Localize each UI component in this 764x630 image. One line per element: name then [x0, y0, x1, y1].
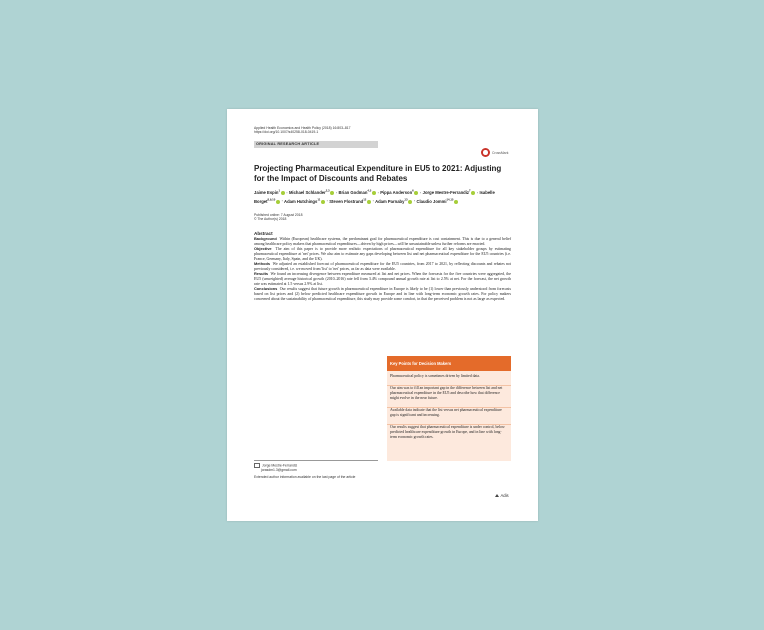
orcid-icon[interactable]: [454, 200, 458, 204]
author-name: Claudio Jommi: [416, 198, 447, 204]
crossmark-label: CrossMark: [492, 150, 509, 155]
abstract: [254, 232, 511, 302]
author-affiliation: 1: [278, 189, 281, 193]
key-points-heading: Key Points for Decision Makers: [390, 361, 452, 366]
key-point-item: Our results suggest that pharmaceutical expenditure is under control, below predicted healthcare expenditure growth in Europe, and in line with long-term economic growth rates.: [390, 425, 505, 439]
author-name: Michael Schlander: [288, 190, 326, 196]
author: [423, 190, 476, 195]
author-affiliation: 7: [468, 189, 471, 193]
author-name: Adam Hutchings: [284, 198, 318, 204]
author-name: Brian Godman: [338, 190, 368, 196]
author-name: Adam Parnaby: [375, 198, 405, 204]
author: [380, 190, 419, 195]
abstract-methods: [254, 262, 511, 272]
adis-triangle-icon: [495, 494, 499, 497]
author-separator: ·: [325, 198, 330, 204]
section-label: Results: [254, 271, 269, 277]
author-name: Steven Flostrand: [329, 198, 364, 204]
author-name: Jorge Mestre-Ferrandiz: [422, 190, 469, 196]
author-affiliation: 14,15: [446, 197, 454, 202]
author-affiliation: 8,9,10: [267, 197, 276, 202]
journal-header: [254, 126, 351, 135]
author-separator: ·: [475, 190, 480, 196]
author-separator: ·: [412, 198, 417, 204]
author-affiliation: 13: [404, 197, 408, 202]
author: [289, 190, 335, 195]
crossmark-badge[interactable]: [481, 148, 509, 158]
key-point-item: Pharmaceutical policy is sometimes driven by limited data.: [390, 374, 480, 378]
journal-doi[interactable]: https://doi.org/10.1007/s40258-018-0419-1: [254, 130, 319, 135]
section-label: Objective: [254, 246, 272, 252]
publication-info: [254, 213, 302, 222]
section-label: Conclusions: [254, 285, 278, 291]
section-label: Methods: [254, 261, 270, 267]
section-text: Our results suggest that future growth in pharmaceutical expenditure in Europe is likely to be (1) lower than previously understood from forecasts based on list prices and (2) below predicted healthcare expenditure growth in Europe and in line with long-term economic growth rates. For policy makers concerned about the sustainability of pharmaceutical expenditure, this study may provide some comfort, in that the perceived problem is not as large as expected.: [254, 286, 511, 301]
corresponding-name: Jorge Mestre-Ferrandiz: [262, 463, 298, 468]
orcid-icon[interactable]: [414, 191, 418, 195]
author-affiliation: 11: [317, 197, 321, 202]
author: [329, 199, 371, 204]
extended-info: Extended author information available on the last page of the article: [254, 474, 356, 479]
author-name: Jaime Espin: [254, 190, 279, 196]
abstract-objective: [254, 247, 511, 262]
section-text: We found an increasing divergence between expenditure measured at list and net prices. When the forecasts for the five countries were aggregated, the EU5 (unweighted) average historical growth (2010–2016) rate fell from 3.4% compound annual growth rate at list to 2.5% at net. For the forecast, the net growth rate was estimated at 1.5 versus 2.9% at list.: [254, 272, 511, 287]
key-points-box: [387, 356, 511, 461]
orcid-icon[interactable]: [408, 200, 412, 204]
key-point-divider: [387, 407, 511, 408]
author: [375, 199, 413, 204]
section-label: Background: [254, 236, 277, 242]
orcid-icon[interactable]: [468, 189, 475, 195]
author: [339, 190, 377, 195]
envelope-icon: [254, 463, 260, 468]
abstract-heading: Abstract: [254, 231, 273, 236]
key-point-item: Our aim was to fill an important gap in the difference between list and net pharmaceutical expenditure in the EU5 and describe how that difference might evolve in the near future.: [390, 386, 503, 400]
author-affiliation: 4,5: [367, 189, 372, 193]
key-point-divider: [387, 385, 511, 386]
abstract-background: [254, 237, 511, 247]
author-separator: ·: [418, 190, 423, 196]
key-point-divider: [387, 424, 511, 425]
author-separator: ·: [280, 198, 285, 204]
footnote: [254, 463, 355, 479]
author-list: [254, 188, 512, 205]
paper-page: [227, 109, 538, 521]
orcid-icon[interactable]: [281, 191, 285, 195]
section-text: Within (European) healthcare systems, the predominant goal for pharmaceutical expenditure is cost containment. This is due to a general belief among healthcare policy makers that pharmaceutical expenditures—driven by high prices—will be unsustainable unless further reforms are enacted.: [254, 237, 512, 247]
author-affiliation: 6: [412, 189, 414, 193]
publisher-name: Adis: [500, 493, 509, 498]
author-separator: ·: [334, 190, 339, 196]
orcid-icon[interactable]: [330, 191, 334, 195]
author-separator: ·: [376, 190, 381, 196]
publisher-logo: [495, 493, 509, 498]
article-type-band: [254, 141, 378, 148]
article-type: ORIGINAL RESEARCH ARTICLE: [256, 142, 320, 147]
abstract-conclusions: [254, 287, 511, 302]
author-affiliation: 2,3: [325, 189, 330, 193]
author: [416, 199, 458, 204]
key-points-header: [387, 356, 511, 371]
published-date: Published online: 7 August 2018: [254, 213, 303, 217]
section-text: The aim of this paper is to provide more realistic expectations of pharmaceutical expenditure for all key stakeholder groups by estimating pharmaceutical expenditure at 'net' prices. We also aim to estimate any gaps developing between list and net pharmaceutical expenditure for the EU5 countries (i.e. France, Germany, Italy, Spain, and the UK).: [254, 247, 511, 262]
crossmark-icon: [481, 148, 490, 157]
author-name: Isabelle Borget: [254, 190, 495, 204]
key-point-item: Available data indicate that the list versus net pharmaceutical expenditure gap is significant and increasing.: [390, 408, 502, 417]
author: [284, 199, 325, 204]
orcid-icon[interactable]: [367, 200, 371, 204]
journal-citation: Applied Health Economics and Health Policy (2018) 16:803–817: [254, 126, 351, 130]
author-affiliation: 12: [363, 197, 367, 202]
author-name: Pippa Anderson: [380, 190, 413, 196]
author-separator: ·: [371, 198, 376, 204]
author-separator: ·: [285, 190, 289, 196]
author: [254, 190, 285, 195]
copyright: © The Author(s) 2018: [254, 217, 287, 222]
section-text: We adjusted an established forecast of pharmaceutical expenditure for the EU5 countries, from 2017 to 2021, by reflecting discounts and rebates not previously considered, i.e. we moved from 'list' to 'net' prices, as far as data were available.: [254, 262, 512, 272]
abstract-results: [254, 272, 511, 287]
corresponding-email[interactable]: jorasdm1.3@gmail.com: [261, 468, 297, 472]
footnote-divider: [254, 460, 378, 461]
paper-title: Projecting Pharmaceutical Expenditure in EU5 to 2021: Adjusting for the Impact of Discounts and Rebates: [254, 164, 502, 183]
